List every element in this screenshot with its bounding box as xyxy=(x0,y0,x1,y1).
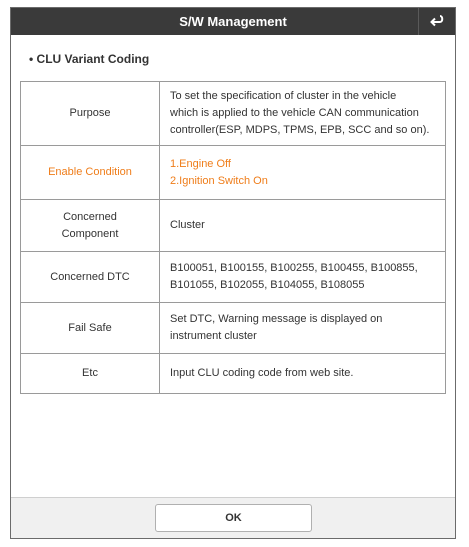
value-line: 2.Ignition Switch On xyxy=(170,174,268,187)
value-line: instrument cluster xyxy=(170,330,257,342)
value-line: To set the specification of cluster in the vehicle xyxy=(170,90,397,102)
table-row-enable-condition xyxy=(21,146,446,200)
dialog-title: S/W Management xyxy=(179,14,287,29)
row-label: Fail Safe xyxy=(21,303,160,354)
value-line: Set DTC, Warning message is displayed on xyxy=(170,313,383,325)
section-title: • CLU Variant Coding xyxy=(29,52,150,66)
row-value xyxy=(160,354,446,394)
value-line: B100051, B100155, B100255, B100455, B100855, xyxy=(170,262,418,274)
sw-management-dialog xyxy=(10,7,456,539)
value-line: which is applied to the vehicle CAN communication xyxy=(170,107,419,119)
label-line: Component xyxy=(61,227,119,240)
dialog-footer xyxy=(11,497,455,538)
value-line: controller(ESP, MDPS, TPMS, EPB, SCC and so on). xyxy=(170,124,430,136)
value-line: B101055, B102055, B104055, B108055 xyxy=(170,279,365,291)
row-value xyxy=(160,252,446,303)
back-button[interactable] xyxy=(418,8,455,35)
ok-button[interactable]: OK xyxy=(155,504,312,532)
table-row-etc xyxy=(21,354,446,394)
table-row-fail-safe xyxy=(21,303,446,354)
row-label: Concerned DTC xyxy=(21,252,160,303)
value-line: Input CLU coding code from web site. xyxy=(170,367,354,379)
return-arrow-icon xyxy=(429,15,445,29)
row-label xyxy=(21,200,160,252)
row-value xyxy=(160,200,446,252)
table-row-concerned-dtc xyxy=(21,252,446,303)
value-line: 1.Engine Off xyxy=(170,157,231,170)
row-value xyxy=(160,82,446,146)
title-bar xyxy=(11,8,455,35)
table-row-concerned-component xyxy=(21,200,446,252)
row-label: Enable Condition xyxy=(21,146,160,200)
table-row-purpose xyxy=(21,82,446,146)
row-value xyxy=(160,303,446,354)
row-label: Etc xyxy=(21,354,160,394)
row-label: Purpose xyxy=(21,82,160,146)
value-line: Cluster xyxy=(170,219,205,231)
info-table xyxy=(20,81,446,394)
label-line: Concerned xyxy=(63,210,117,223)
row-value xyxy=(160,146,446,200)
